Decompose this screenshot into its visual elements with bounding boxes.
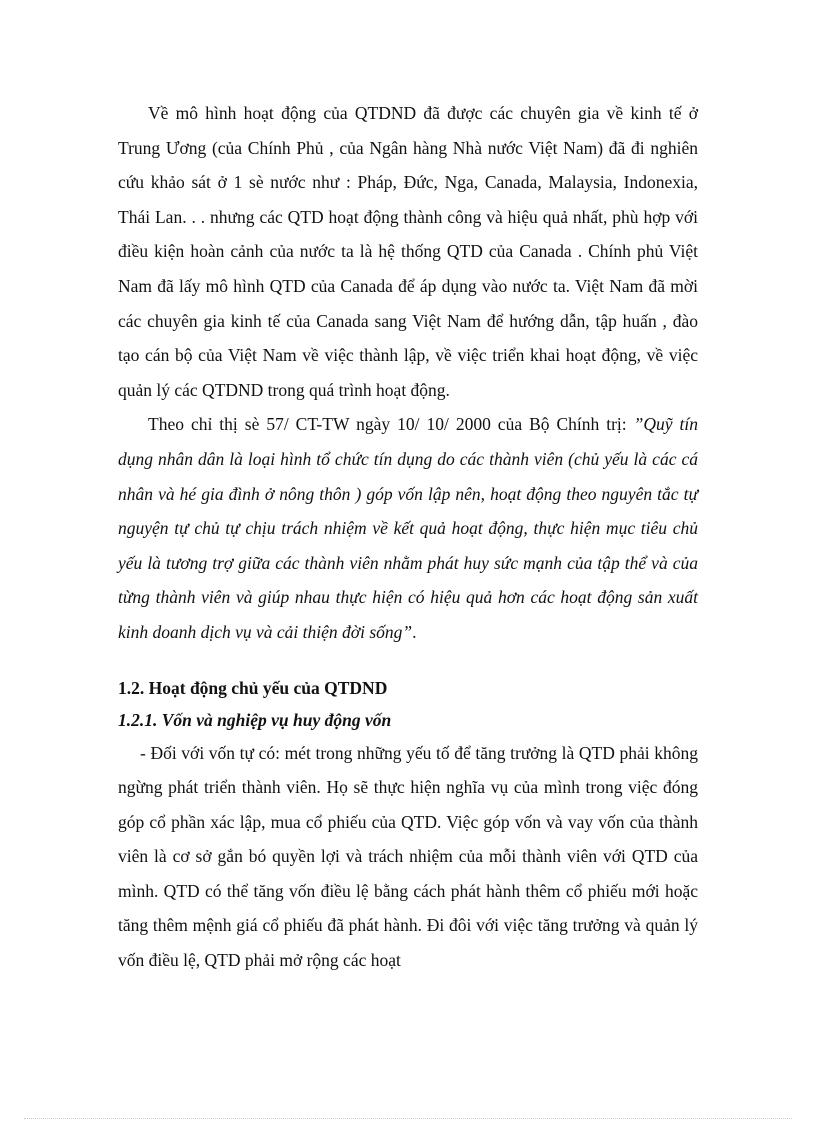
- page-bottom-divider: [24, 1118, 792, 1119]
- directive-end: .: [412, 621, 417, 642]
- directive-quote: ”Quỹ tín dụng nhân dân là loại hình tổ chức tín dụng do các thành viên (chủ yếu là các cá nhân và hé gia đình ở nông thôn ) góp vốn lập nên, hoạt động theo nguyên tắc tự nguyện tự chủ tự chịu trách nhiệm về kết quả hoạt động, thực hiện mục tiêu chủ yếu là tương trợ giữa các thành viên nhằm phát huy sức mạnh của tập thể và của từng thành viên và giúp nhau thực hiện có hiệu quả hơn các hoạt động sản xuất kinh doanh dịch vụ và cải thiện đời sống”: [118, 414, 698, 642]
- bullet-paragraph: - Đối với vốn tự có: mét trong những yếu tố để tăng trưởng là QTD phải không ngừng phát triển thành viên. Họ sẽ thực hiện nghĩa vụ của mình trong việc đóng góp cổ phần xác lập, mua cổ phiếu của QTD. Việc góp vốn và vay vốn của thành viên là cơ sở gắn bó quyền lợi và trách nhiệm của mỗi thành viên với QTD của mình. QTD có thể tăng vốn điều lệ bằng cách phát hành thêm cổ phiếu mới hoặc tăng thêm mệnh giá cổ phiếu đã phát hành. Đi đôi với việc tăng trưởng và quản lý vốn điều lệ, QTD phải mở rộng các hoạt: [118, 742, 698, 971]
- body-paragraph: Về mô hình hoạt động của QTDND đã được các chuyên gia về kinh tế ở Trung Ương (của Chính Phủ , của Ngân hàng Nhà nước Việt Nam) đã đi nghiên cứu khảo sát ở 1 sè nước như : Pháp, Đức, Nga, Canada, Malaysia, Indonexia, Thái Lan. . . nhưng các QTD hoạt động thành công và hiệu quả nhất, phù hợp với điều kiện hoàn cảnh của nước ta là hệ thống QTD của Canada . Chính phủ Việt Nam đã lấy mô hình QTD của Canada để áp dụng vào nước ta. Việt Nam đã mời các chuyên gia kinh tế của Canada sang Việt Nam để hướng dẫn, tập huấn , đào tạo cán bộ của Việt Nam về việc thành lập, về việc triển khai hoạt động, về việc quản lý các QTDND trong quá trình hoạt động.: [118, 103, 698, 400]
- section-heading: 1.2. Hoạt động chủ yếu của QTDND: [118, 677, 388, 698]
- subsection-heading: 1.2.1. Vốn và nghiệp vụ huy động vốn: [118, 709, 392, 730]
- document-page: [118, 96, 698, 978]
- directive-paragraph: [118, 407, 698, 649]
- directive-intro: Theo chỉ thị sè 57/ CT-TW ngày 10/ 10/ 2000 của Bộ Chính trị:: [148, 414, 634, 435]
